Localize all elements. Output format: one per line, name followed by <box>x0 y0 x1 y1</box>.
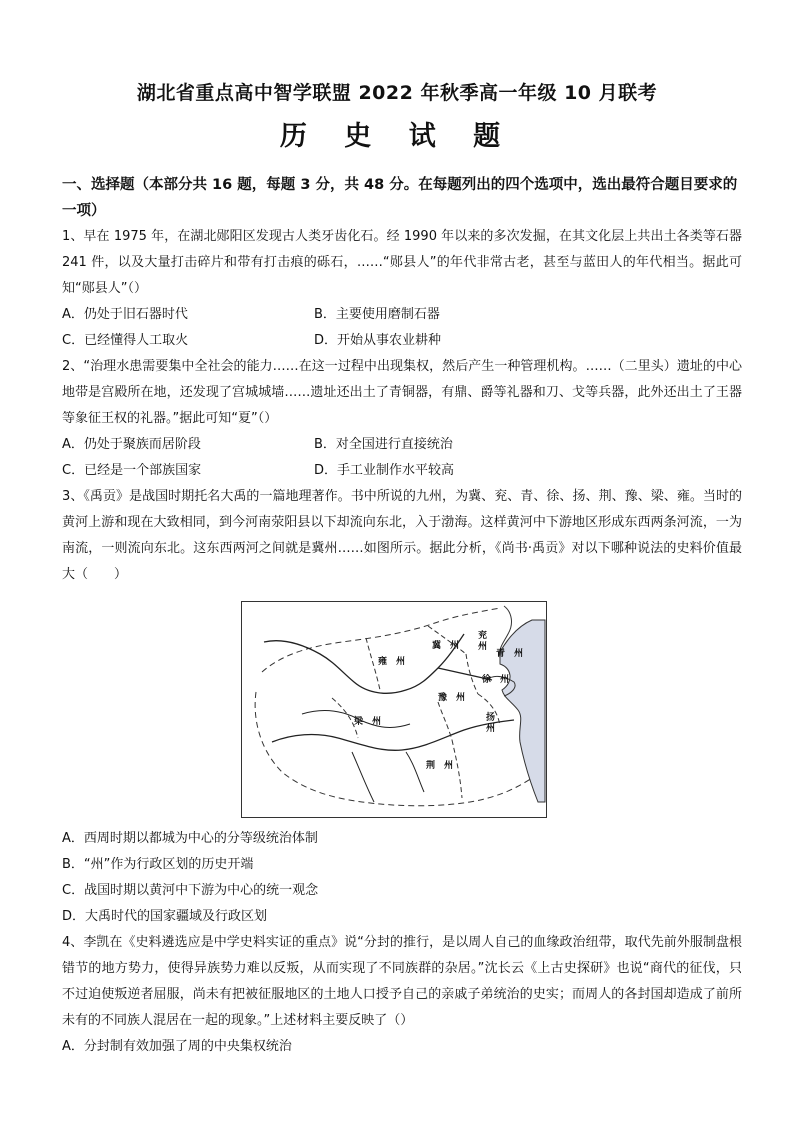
option-a: A．分封制有效加强了周的中央集权统治 <box>62 1039 292 1054</box>
label-liang: 梁 州 <box>354 717 382 727</box>
boundary-line <box>255 692 532 806</box>
label-qing: 青 州 <box>496 649 524 659</box>
river-line <box>352 752 374 802</box>
label-ji: 冀 州 <box>432 641 460 651</box>
option-b: B．主要使用磨制石器 <box>314 307 440 322</box>
option-b: B．“州”作为行政区划的历史开端 <box>62 857 254 872</box>
label-xu: 徐 州 <box>482 675 510 685</box>
yangtze-river <box>272 720 514 750</box>
option-a: A．仍处于聚族而居阶段 <box>62 437 201 452</box>
question-2 <box>62 354 742 484</box>
options-list <box>62 432 742 484</box>
option-d: D．手工业制作水平较高 <box>314 463 455 478</box>
section-heading: 一、选择题（本部分共 16 题，每题 3 分，共 48 分。在每题列出的四个选项中，选出最符合题目要求的一项） <box>62 177 738 219</box>
option-a: A．西周时期以都城为中心的分等级统治体制 <box>62 831 318 846</box>
label-yan: 兖州 <box>478 631 488 652</box>
nine-provinces-map <box>241 601 547 818</box>
question-stem: 2、“治理水患需要集中全社会的能力……在这一过程中出现集权，然后产生一种管理机构。……（二里头）遗址的中心地带是宫殿所在地，还发现了宫城城墙……遗址还出土了青铜器，有鼎、爵等礼器和刀、戈等兵器，此外还出土了王器等象征王权的礼器。”据此可知“夏”（） <box>62 359 742 426</box>
river-line <box>406 752 424 792</box>
option-a: A．仍处于旧石器时代 <box>62 307 188 322</box>
question-1 <box>62 224 742 354</box>
option-c: C．已经懂得人工取火 <box>62 333 189 348</box>
label-yang: 扬州 <box>486 713 496 734</box>
option-c: C．战国时期以黄河中下游为中心的统一观念 <box>62 883 319 898</box>
label-yong: 雍 州 <box>378 657 406 667</box>
label-jing: 荆 州 <box>426 761 454 771</box>
province-border <box>452 740 462 798</box>
subject-title: 历 史 试 题 <box>279 121 515 152</box>
province-border <box>438 702 452 740</box>
option-d: D．大禹时代的国家疆域及行政区划 <box>62 909 268 924</box>
option-b: B．对全国进行直接统治 <box>314 437 453 452</box>
question-stem: 3、《禹贡》是战国时期托名大禹的一篇地理著作。书中所说的九州，为冀、兖、青、徐、扬、荆、豫、梁、雍。当时的黄河上游和现在大致相同，到今河南荥阳县以下却流向东北，入于渤海。这样黄河中下游地区形成东西两条河流，一为南流，一则流向东北。这东西两河之间就是冀州……如图所示。据此分析，《尚书·禹贡》对以下哪种说法的史料价值最大（ ） <box>62 489 742 582</box>
question-4 <box>62 930 742 1060</box>
option-c: C．已经是一个部族国家 <box>62 463 202 478</box>
exam-content <box>62 172 742 1060</box>
question-3 <box>62 484 742 930</box>
sea-area <box>500 620 545 802</box>
label-yu: 豫 州 <box>438 693 466 703</box>
exam-title: 湖北省重点高中智学联盟 2022 年秋季高一年级 10 月联考 <box>136 82 658 104</box>
options-list <box>62 302 742 354</box>
map-drawing <box>242 602 546 817</box>
question-stem: 1、早在 1975 年，在湖北郧阳区发现古人类牙齿化石。经 1990 年以来的多次发掘，在其文化层上共出土各类等石器 241 件，以及大量打击碎片和带有打击痕的砾石，……“郧县人”的年代非常古老，甚至与蓝田人的年代相当。据此可知“郧县人”（） <box>62 229 742 296</box>
question-stem: 4、李凯在《史料遴选应是中学史料实证的重点》说“分封的推行，是以周人自己的血缘政治纽带，取代先前外服制盘根错节的地方势力，使得异族势力难以反叛，从而实现了不同族群的杂居。”沈长云《上古史探研》也说“商代的征伐，只不过迫使叛逆者屈服，尚未有把被征服地区的土地人口授予自己的亲戚子弟统治的史实；而周人的各封国却造成了前所未有的不同族人混居在一起的现象。”上述材料主要反映了（） <box>62 935 742 1028</box>
option-d: D．开始从事农业耕种 <box>314 333 442 348</box>
